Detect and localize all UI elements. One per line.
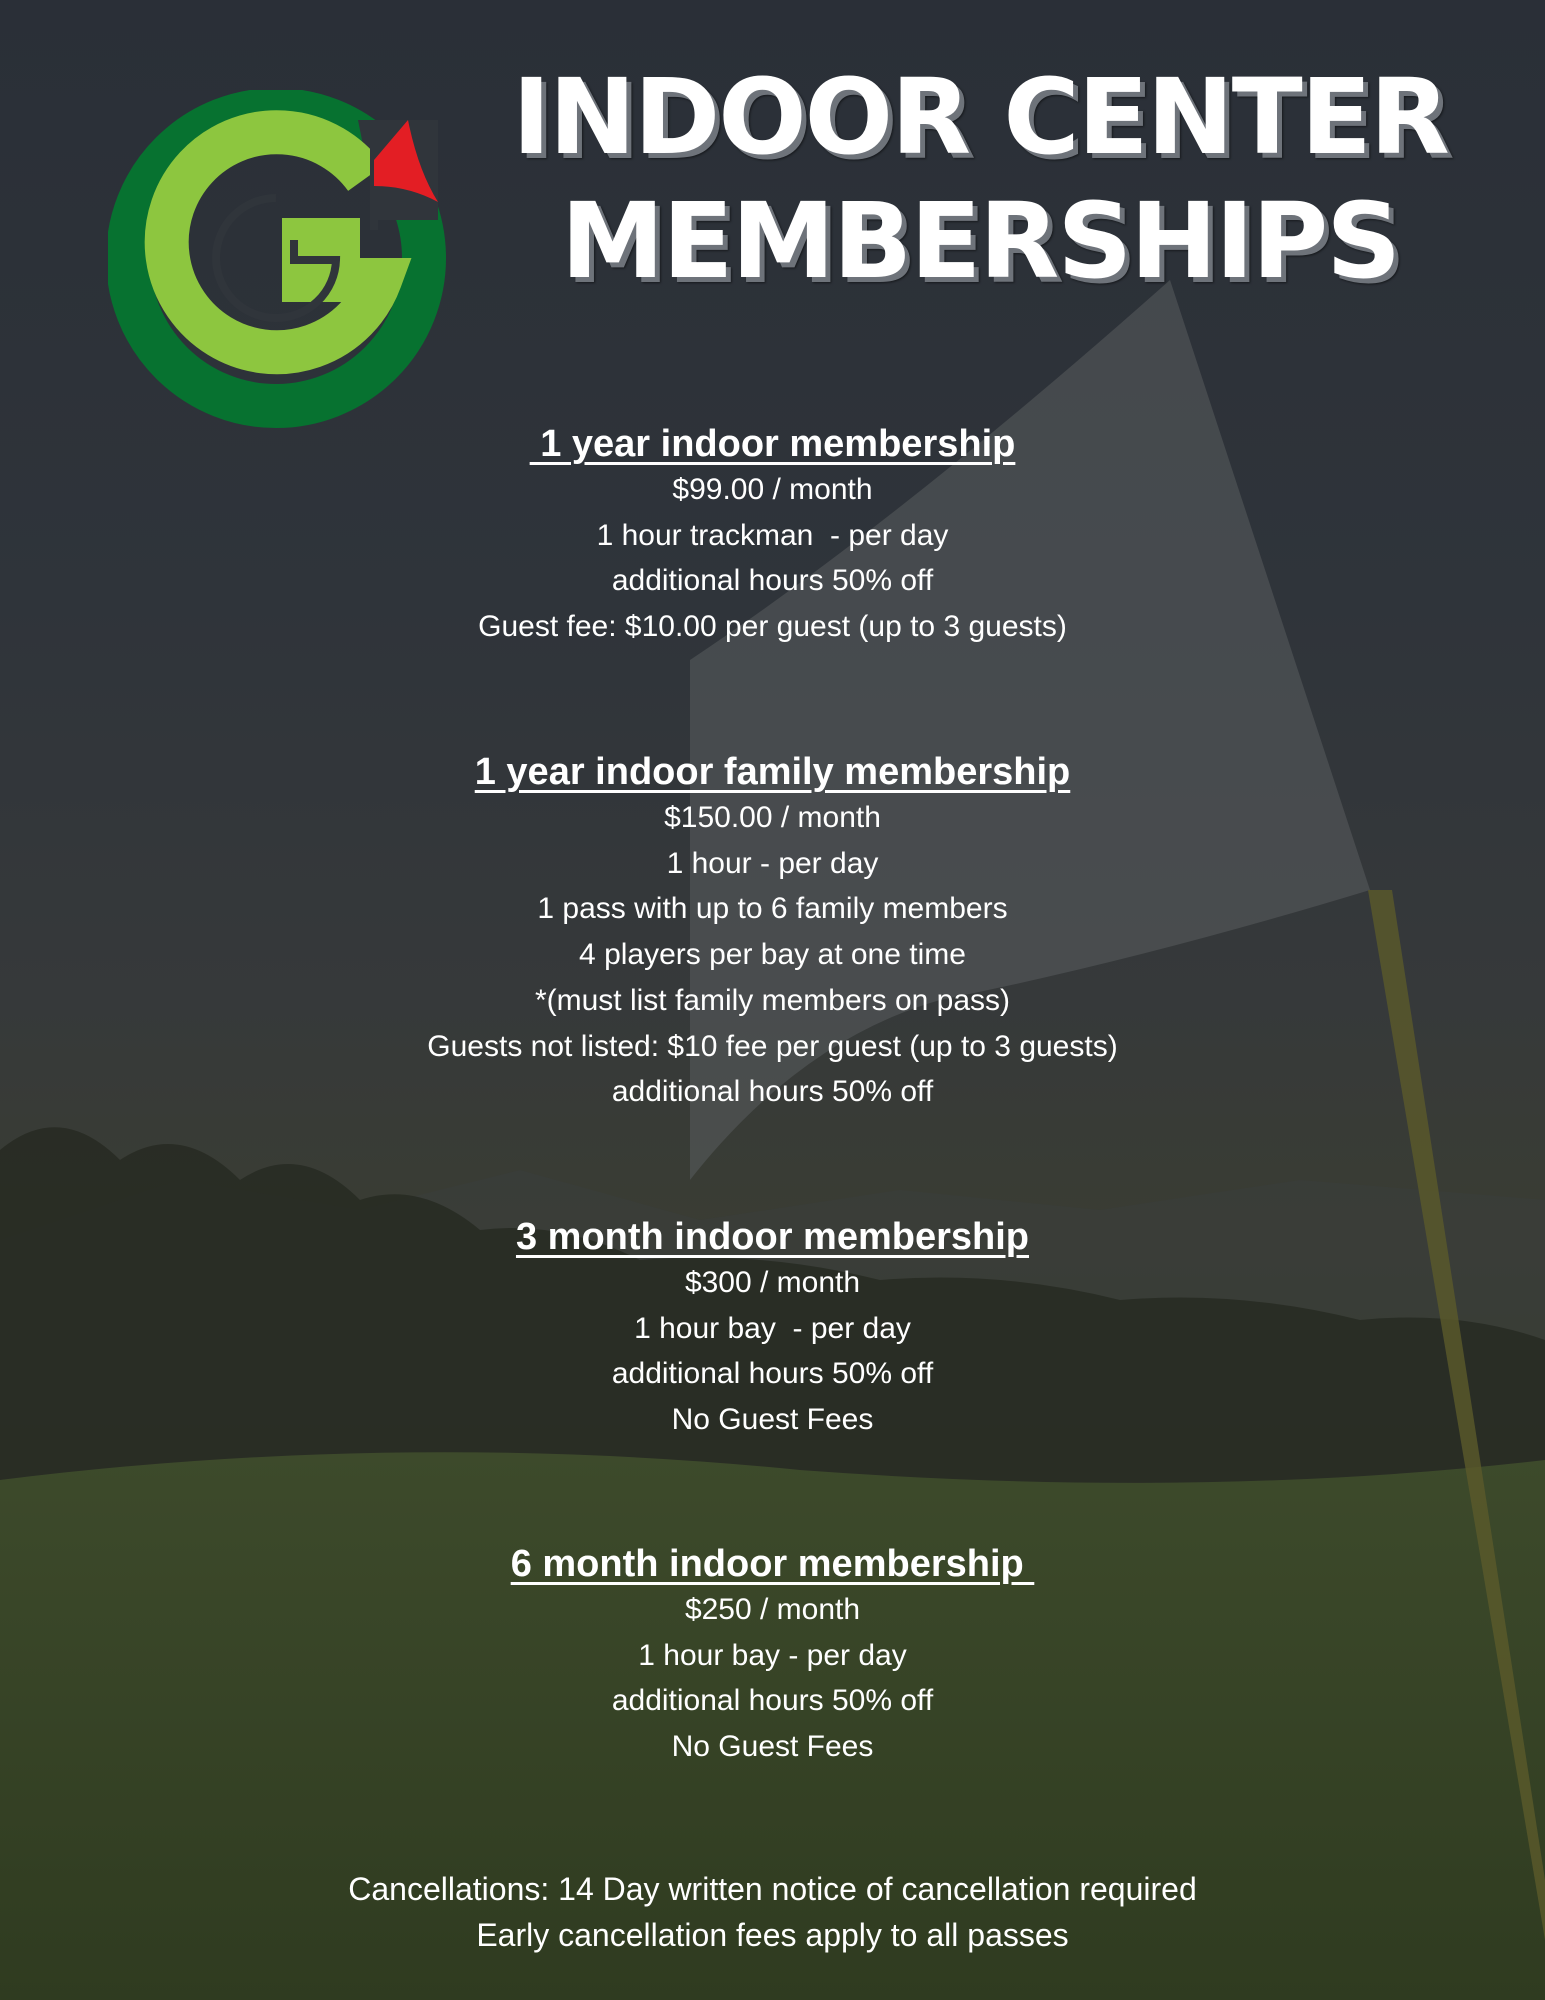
- membership-price: $150.00 / month: [664, 801, 881, 834]
- membership-detail: additional hours 50% off: [611, 1357, 934, 1391]
- golf-g-flag-logo-icon: [108, 90, 448, 430]
- membership-detail: 1 hour trackman - per day: [596, 518, 949, 552]
- membership-price: $300 / month: [684, 1266, 861, 1299]
- membership-section: [0, 1214, 1545, 1443]
- membership-section: [0, 749, 1545, 1115]
- membership-section: [0, 1541, 1545, 1770]
- membership-detail: 1 hour - per day: [666, 846, 879, 880]
- page-title: [480, 55, 1480, 303]
- page-title-line1: INDOOR CENTER: [512, 56, 1448, 178]
- cancellation-policy: [0, 1866, 1545, 1958]
- membership-detail: Guest fee: $10.00 per guest (up to 3 guests): [478, 610, 1067, 644]
- brand-logo: [108, 90, 448, 430]
- membership-title: 1 year indoor family membership: [474, 751, 1071, 793]
- page-title-line2: MEMBERSHIPS: [560, 180, 1400, 302]
- membership-detail: additional hours 50% off: [611, 1684, 934, 1718]
- membership-detail: 1 pass with up to 6 family members: [537, 892, 1008, 926]
- membership-price: $250 / month: [684, 1593, 861, 1626]
- membership-title: 1 year indoor membership: [529, 423, 1016, 465]
- membership-detail: 4 players per bay at one time: [579, 938, 966, 972]
- membership-price: $99.00 / month: [672, 473, 873, 506]
- membership-detail: Guests not listed: $10 fee per guest (up to 3 guests): [427, 1029, 1118, 1063]
- cancellation-notice: Cancellations: 14 Day written notice of cancellation required: [348, 1871, 1197, 1907]
- membership-detail: *(must list family members on pass): [534, 983, 1011, 1017]
- membership-detail: additional hours 50% off: [611, 1075, 934, 1109]
- cancellation-fees: Early cancellation fees apply to all passes: [476, 1917, 1069, 1953]
- membership-detail: No Guest Fees: [671, 1730, 874, 1764]
- membership-section: [0, 421, 1545, 650]
- membership-detail: additional hours 50% off: [611, 564, 934, 598]
- membership-detail: No Guest Fees: [671, 1403, 874, 1437]
- membership-detail: 1 hour bay - per day: [638, 1638, 907, 1672]
- membership-title: 6 month indoor membership: [510, 1543, 1035, 1585]
- membership-title: 3 month indoor membership: [515, 1216, 1030, 1258]
- membership-detail: 1 hour bay - per day: [634, 1311, 911, 1345]
